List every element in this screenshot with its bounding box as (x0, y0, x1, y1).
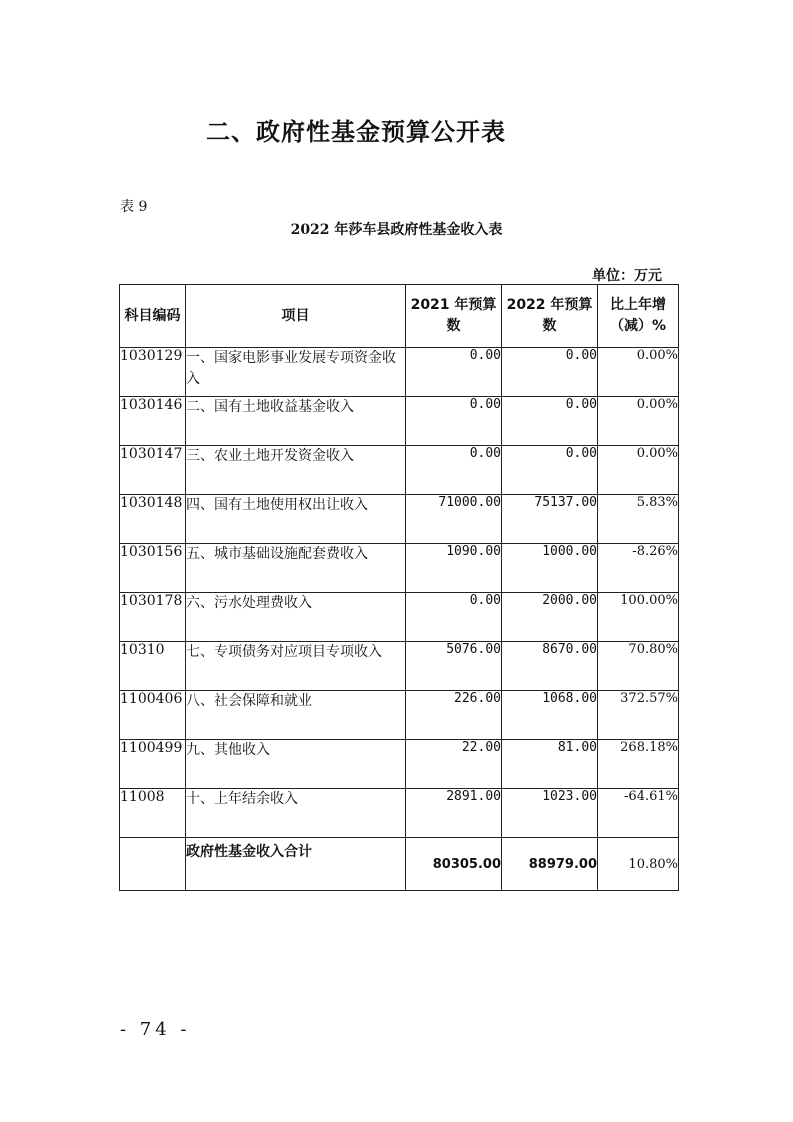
row-code: 1030146 (120, 397, 186, 446)
row-change: 100.00% (598, 593, 679, 642)
row-item: 十、上年结余收入 (186, 789, 406, 838)
row-change: 0.00% (598, 397, 679, 446)
row-item: 五、城市基础设施配套费收入 (186, 544, 406, 593)
row-budget-2022: 81.00 (502, 740, 598, 789)
row-budget-2022: 0.00 (502, 397, 598, 446)
row-code: 1030147 (120, 446, 186, 495)
table-title: 2022 年莎车县政府性基金收入表 (290, 222, 503, 238)
row-change: -8.26% (598, 544, 679, 593)
row-budget-2021: 1090.00 (406, 544, 502, 593)
header-budget-2022: 2022 年预算数 (502, 285, 598, 348)
row-budget-2022: 8670.00 (502, 642, 598, 691)
total-change: 10.80% (598, 838, 679, 891)
row-code: 1030148 (120, 495, 186, 544)
row-budget-2021: 22.00 (406, 740, 502, 789)
row-budget-2022: 1000.00 (502, 544, 598, 593)
row-item: 一、国家电影事业发展专项资金收入 (186, 348, 406, 397)
total-budget-2022: 88979.00 (502, 838, 598, 891)
row-budget-2022: 1068.00 (502, 691, 598, 740)
total-row (120, 838, 679, 891)
row-code: 1030129 (120, 348, 186, 397)
row-code: 1100406 (120, 691, 186, 740)
row-item: 八、社会保障和就业 (186, 691, 406, 740)
total-item: 政府性基金收入合计 (186, 838, 406, 891)
row-budget-2021: 2891.00 (406, 789, 502, 838)
row-code: 1100499 (120, 740, 186, 789)
table-row (120, 740, 679, 789)
row-code: 10310 (120, 642, 186, 691)
row-budget-2021: 0.00 (406, 397, 502, 446)
row-budget-2022: 75137.00 (502, 495, 598, 544)
row-change: 0.00% (598, 446, 679, 495)
row-item: 三、农业土地开发资金收入 (186, 446, 406, 495)
row-budget-2021: 0.00 (406, 446, 502, 495)
row-budget-2022: 0.00 (502, 348, 598, 397)
row-budget-2022: 2000.00 (502, 593, 598, 642)
header-row (120, 285, 679, 348)
row-code: 1030156 (120, 544, 186, 593)
header-code: 科目编码 (120, 285, 186, 348)
fund-revenue-table (119, 284, 679, 891)
row-change: 0.00% (598, 348, 679, 397)
table-row (120, 348, 679, 397)
row-budget-2022: 1023.00 (502, 789, 598, 838)
table-row (120, 691, 679, 740)
row-change: 5.83% (598, 495, 679, 544)
row-item: 七、专项债务对应项目专项收入 (186, 642, 406, 691)
row-budget-2021: 0.00 (406, 593, 502, 642)
row-change: 268.18% (598, 740, 679, 789)
table-row (120, 642, 679, 691)
total-code (120, 838, 186, 891)
row-budget-2021: 226.00 (406, 691, 502, 740)
row-budget-2021: 71000.00 (406, 495, 502, 544)
row-item: 九、其他收入 (186, 740, 406, 789)
row-code: 1030178 (120, 593, 186, 642)
table-row (120, 446, 679, 495)
page-number: - 74 - (120, 1019, 191, 1040)
table-row (120, 593, 679, 642)
row-item: 二、国有土地收益基金收入 (186, 397, 406, 446)
unit-label: 单位：万元 (592, 268, 662, 284)
row-item: 四、国有土地使用权出让收入 (186, 495, 406, 544)
table-number: 表 9 (120, 199, 148, 215)
row-code: 11008 (120, 789, 186, 838)
table-row (120, 789, 679, 838)
row-change: 372.57% (598, 691, 679, 740)
row-change: -64.61% (598, 789, 679, 838)
row-item: 六、污水处理费收入 (186, 593, 406, 642)
table-row (120, 544, 679, 593)
row-change: 70.80% (598, 642, 679, 691)
header-change: 比上年增（减）% (598, 285, 679, 348)
table-row (120, 495, 679, 544)
row-budget-2021: 0.00 (406, 348, 502, 397)
total-budget-2021: 80305.00 (406, 838, 502, 891)
row-budget-2021: 5076.00 (406, 642, 502, 691)
row-budget-2022: 0.00 (502, 446, 598, 495)
table-row (120, 397, 679, 446)
section-heading: 二、政府性基金预算公开表 (206, 118, 506, 146)
header-item: 项目 (186, 285, 406, 348)
header-budget-2021: 2021 年预算数 (406, 285, 502, 348)
